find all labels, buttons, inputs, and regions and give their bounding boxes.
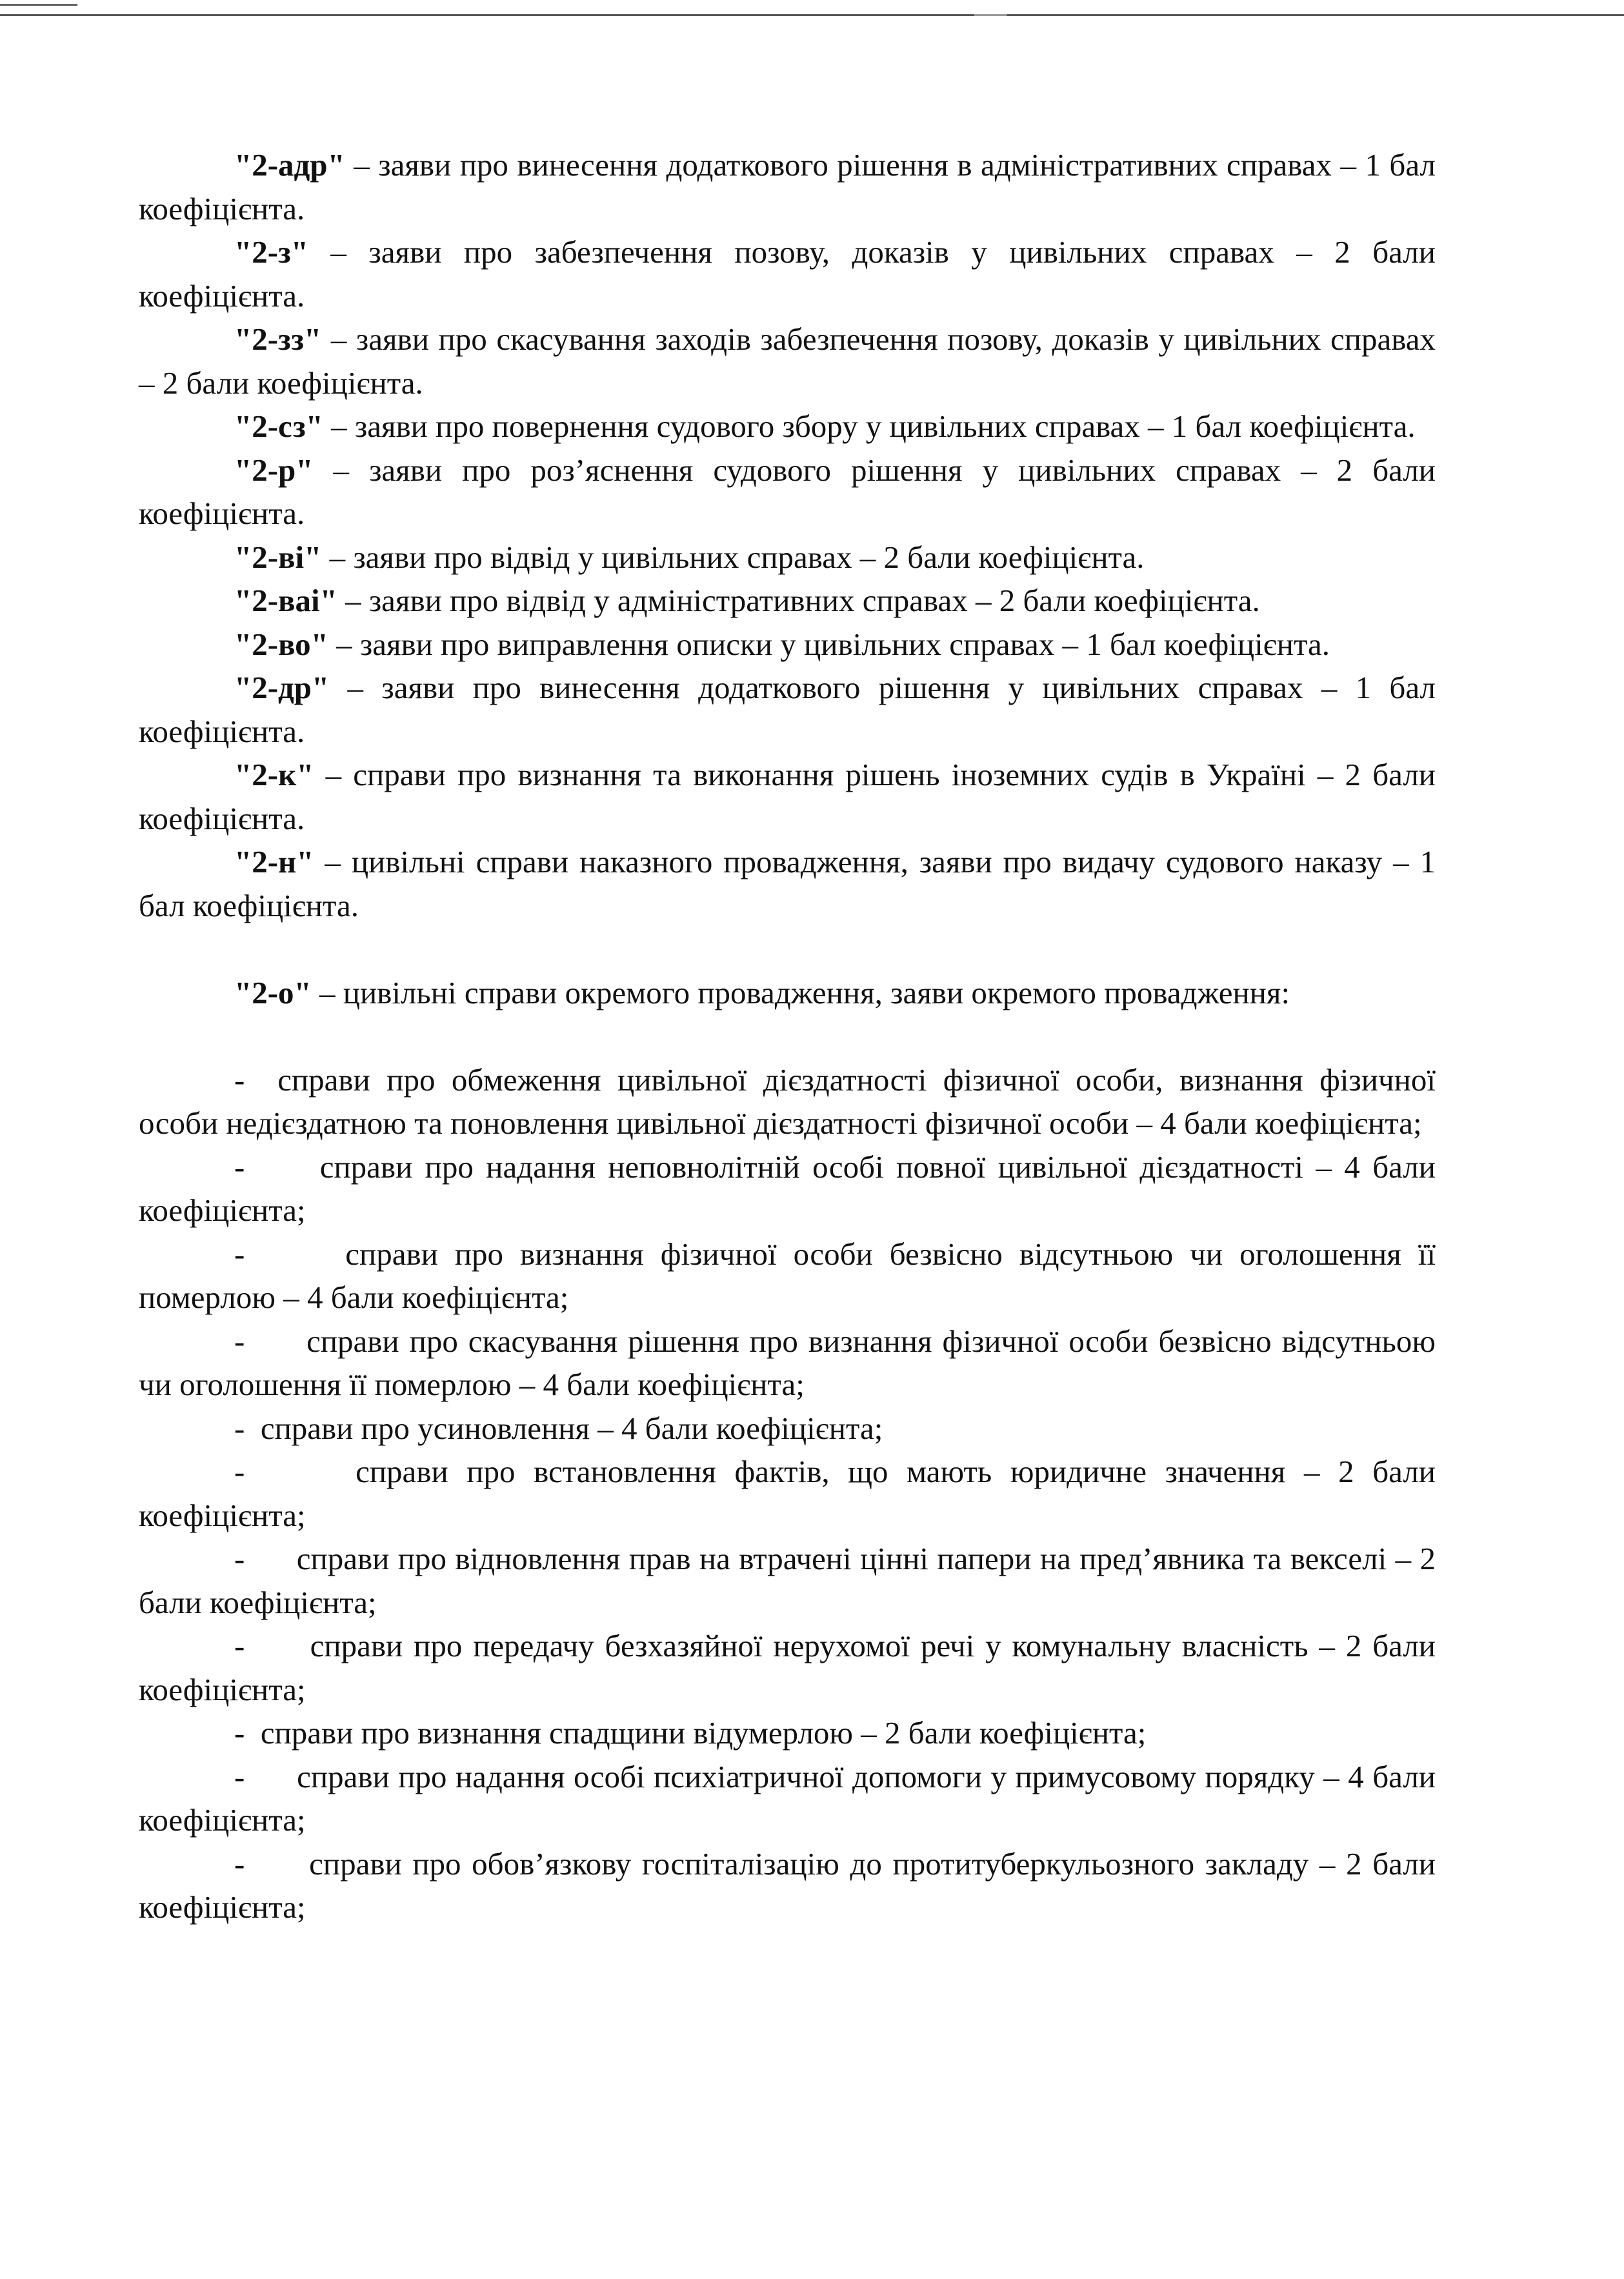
entry-code: "2-ві" bbox=[234, 539, 322, 575]
entry-text: – заяви про забезпечення позову, доказів у цивільних справах – 2 бали коефіцієнта. bbox=[139, 234, 1436, 314]
entry-text: – заяви про відвід у адміністративних справах – 2 бали коефіцієнта. bbox=[337, 583, 1260, 618]
entry-text: – заяви про винесення додаткового рішення в адміністративних справах – 1 бал коефіцієнта. bbox=[139, 147, 1436, 226]
list-item: - справи про надання неповнолітній особі повної цивільної дієздатності – 4 бали коефіцієнта; bbox=[139, 1149, 1444, 1228]
entry-code: "2-зз" bbox=[234, 321, 322, 357]
entry-paragraph bbox=[139, 317, 1436, 405]
list-item: - справи про відновлення прав на втрачені цінні папери на пред’явника та векселі – 2 бали коефіцієнта; bbox=[139, 1541, 1444, 1620]
list-item: - справи про визнання фізичної особи безвісно відсутньою чи оголошення її померлою – 4 бали коефіцієнта; bbox=[139, 1236, 1444, 1315]
entry-code: "2-з" bbox=[234, 234, 308, 270]
entry-paragraph bbox=[139, 536, 1436, 579]
section-paragraph bbox=[139, 971, 1436, 1015]
entries-list bbox=[139, 143, 1436, 927]
entry-paragraph bbox=[139, 405, 1436, 448]
entry-text: – заяви про роз’яснення судового рішення у цивільних справах – 2 бали коефіцієнта. bbox=[139, 452, 1436, 531]
entry-text: – заяви про виправлення описки у цивільних справах – 1 бал коефіцієнта. bbox=[328, 626, 1330, 662]
entry-code: "2-р" bbox=[234, 452, 314, 488]
entry-code: "2-во" bbox=[234, 626, 328, 662]
entry-paragraph bbox=[139, 753, 1436, 840]
entry-code: "2-др" bbox=[234, 670, 330, 705]
document-body bbox=[139, 143, 1444, 1929]
entry-code: "2-адр" bbox=[234, 147, 345, 183]
section-code: "2-о" bbox=[234, 974, 312, 1010]
list-item: - справи про скасування рішення про визнання фізичної особи безвісно відсутньою чи оголошення її померлою – 4 бали коефіцієнта; bbox=[139, 1323, 1444, 1402]
entry-code: "2-сз" bbox=[234, 408, 323, 444]
scan-top-line bbox=[0, 14, 1624, 16]
scan-edge-mark bbox=[0, 4, 77, 6]
list-item: - справи про обмеження цивільної дієздатності фізичної особи, визнання фізичної особи недієздатною та поновлення цивільної дієздатності фізичної особи – 4 бали коефіцієнта; bbox=[139, 1061, 1444, 1141]
entry-paragraph bbox=[139, 230, 1436, 317]
entry-text: – цивільні справи наказного провадження, заяви про видачу судового наказу – 1 бал коефіцієнта. bbox=[139, 844, 1436, 923]
entry-code: "2-к" bbox=[234, 757, 314, 792]
entry-paragraph bbox=[139, 448, 1436, 536]
entry-text: – заяви про відвід у цивільних справах – 2 бали коефіцієнта. bbox=[321, 539, 1145, 575]
list-item: - справи про передачу безхазяйної нерухомої речі у комунальну власність – 2 бали коефіцієнта; bbox=[139, 1628, 1444, 1707]
entry-code: "2-ваі" bbox=[234, 583, 337, 618]
entry-text: – заяви про скасування заходів забезпечення позову, доказів у цивільних справах – 2 бали коефіцієнта. bbox=[139, 321, 1436, 401]
list-item: - справи про усиновлення – 4 бали коефіцієнта; bbox=[234, 1410, 883, 1446]
spacer bbox=[139, 927, 1436, 971]
list-item: - справи про обов’язкову госпіталізацію до протитуберкульозного закладу – 2 бали коефіцієнта; bbox=[139, 1845, 1444, 1925]
entry-text: – заяви про винесення додаткового рішення у цивільних справах – 1 бал коефіцієнта. bbox=[139, 670, 1436, 749]
entry-paragraph bbox=[139, 840, 1436, 927]
entry-text: – справи про визнання та виконання рішень іноземних судів в Україні – 2 бали коефіцієнта. bbox=[139, 757, 1436, 836]
entry-paragraph bbox=[139, 143, 1436, 230]
entry-text: – заяви про повернення судового збору у цивільних справах – 1 бал коефіцієнта. bbox=[323, 408, 1416, 444]
section-text: – цивільні справи окремого провадження, заяви окремого провадження: bbox=[311, 974, 1290, 1010]
list-item: - справи про надання особі психіатричної допомоги у примусовому порядку – 4 бали коефіцієнта; bbox=[139, 1758, 1444, 1838]
entry-paragraph bbox=[139, 666, 1436, 753]
entry-paragraph bbox=[139, 579, 1436, 623]
spacer bbox=[139, 1014, 1436, 1058]
entry-code: "2-н" bbox=[234, 844, 314, 879]
list-item: - справи про визнання спадщини відумерлою – 2 бали коефіцієнта; bbox=[234, 1715, 1147, 1751]
case-type-list bbox=[139, 1058, 1444, 1929]
list-item: - справи про встановлення фактів, що мають юридичне значення – 2 бали коефіцієнта; bbox=[139, 1454, 1444, 1533]
entry-paragraph bbox=[139, 623, 1436, 667]
